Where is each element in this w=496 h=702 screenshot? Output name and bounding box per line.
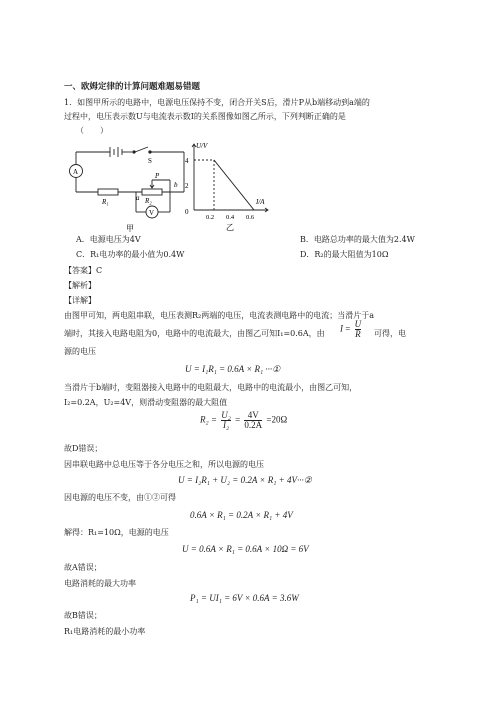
equation-4: 0.6A × R₁ = 0.2A × R₁ + 4V [190,510,293,520]
explanation-line: 电路消耗的最大功率 [64,579,136,588]
x-tick-0.4: 0.4 [226,214,235,221]
r2-label: R₂ [145,197,152,205]
ui-graph [180,138,272,232]
equation-1: U = I₁R₁ = 0.6A × R₁ ···① [185,364,281,374]
x-axis-label: I/A [256,198,265,206]
explanation-line: 源的电压 [64,347,96,356]
explanation-line: 由图甲可知，两电阻串联，电压表测R₂两端的电压，电流表测电路中的电流；当滑片于a [64,311,374,320]
option-a: A．电源电压为4V [76,235,141,244]
ammeter-label: A [73,168,79,176]
explanation-line: I₂=0.2A，U₂=4V，则滑动变阻器的最大阻值 [64,398,228,407]
explanation-line: 可得，电 [374,329,406,338]
analysis-label: 【解析】 [64,281,96,290]
circuit-diagram [66,140,196,232]
explanation-line: 因串联电路中总电压等于各分电压之和，所以电源的电压 [64,460,264,469]
equation-5: U = 0.6A × R₁ = 0.6A × 10Ω = 6V [182,544,309,554]
explanation-line: 故D错误； [64,444,103,453]
explanation-line: 因电源的电压不变，由①②可得 [64,493,176,502]
question-line-2: 过程中，电压表示数U与电流表示数I的关系图像如图乙所示，下列判断正确的是 [64,112,346,121]
y-tick-4: 4 [185,157,189,165]
x-tick-0.2: 0.2 [206,214,215,221]
equation-6: P₁ = UI₁ = 6V × 0.6A = 3.6W [190,593,299,603]
ohm-law-fraction: I = $\frac{U}{R}$ [340,319,362,339]
explanation-line: 端时，其接入电路电阻为0，电路中的电流最大，由图乙可知I₁=0.6A，由 [64,329,325,338]
option-c: C．R₁电功率的最小值为0.4W [76,250,185,259]
section-title: 一、欧姆定律的计算问题难题易错题 [64,82,201,92]
explanation-line: 故A错误； [64,563,102,572]
ui-line [214,160,254,210]
graph-caption: 乙 [226,223,234,232]
answer-label: 【答案】C [64,266,103,275]
explanation-line: 当滑片于b端时，变阻器接入电路中的电阻最大，电路中的电流最小，由图乙可知， [64,383,358,392]
terminal-a-label: a [136,194,140,202]
detail-label: 【详解】 [64,296,96,305]
option-d: D．R₂的最大阻值为10Ω [300,250,389,259]
y-tick-2: 2 [185,182,189,190]
x-tick-0.6: 0.6 [246,214,255,221]
voltmeter-label: V [149,209,155,217]
slider-label: P [155,172,160,180]
question-line-3: （ ） [76,126,108,135]
terminal-b-label: b [174,181,178,189]
question-line-1: 1．如图甲所示的电路中，电源电压保持不变，闭合开关S后，滑片P从b端移动到a端的 [64,98,370,107]
y-axis-label: U/V [196,142,208,150]
equation-3: U = I₂R₁ + U₂ = 0.2A × R₁ + 4V···② [178,475,312,485]
explanation-line: 解得：R₁=10Ω，电源的电压 [64,528,169,537]
option-b: B．电路总功率的最大值为2.4W [300,235,415,244]
explanation-line: R₁电路消耗的最小功率 [64,627,146,636]
explanation-line: 故B错误； [64,611,102,620]
switch-label: S [148,157,152,165]
y-tick-0: 0 [185,208,189,216]
r1-label: R₁ [102,198,109,206]
circuit-caption: 甲 [126,224,134,232]
equation-2: R₂ = $\frac{\text{U₂}}{\text{I₂}}$ = $\frac{4V}{0.2A}$ =20Ω [200,410,288,430]
